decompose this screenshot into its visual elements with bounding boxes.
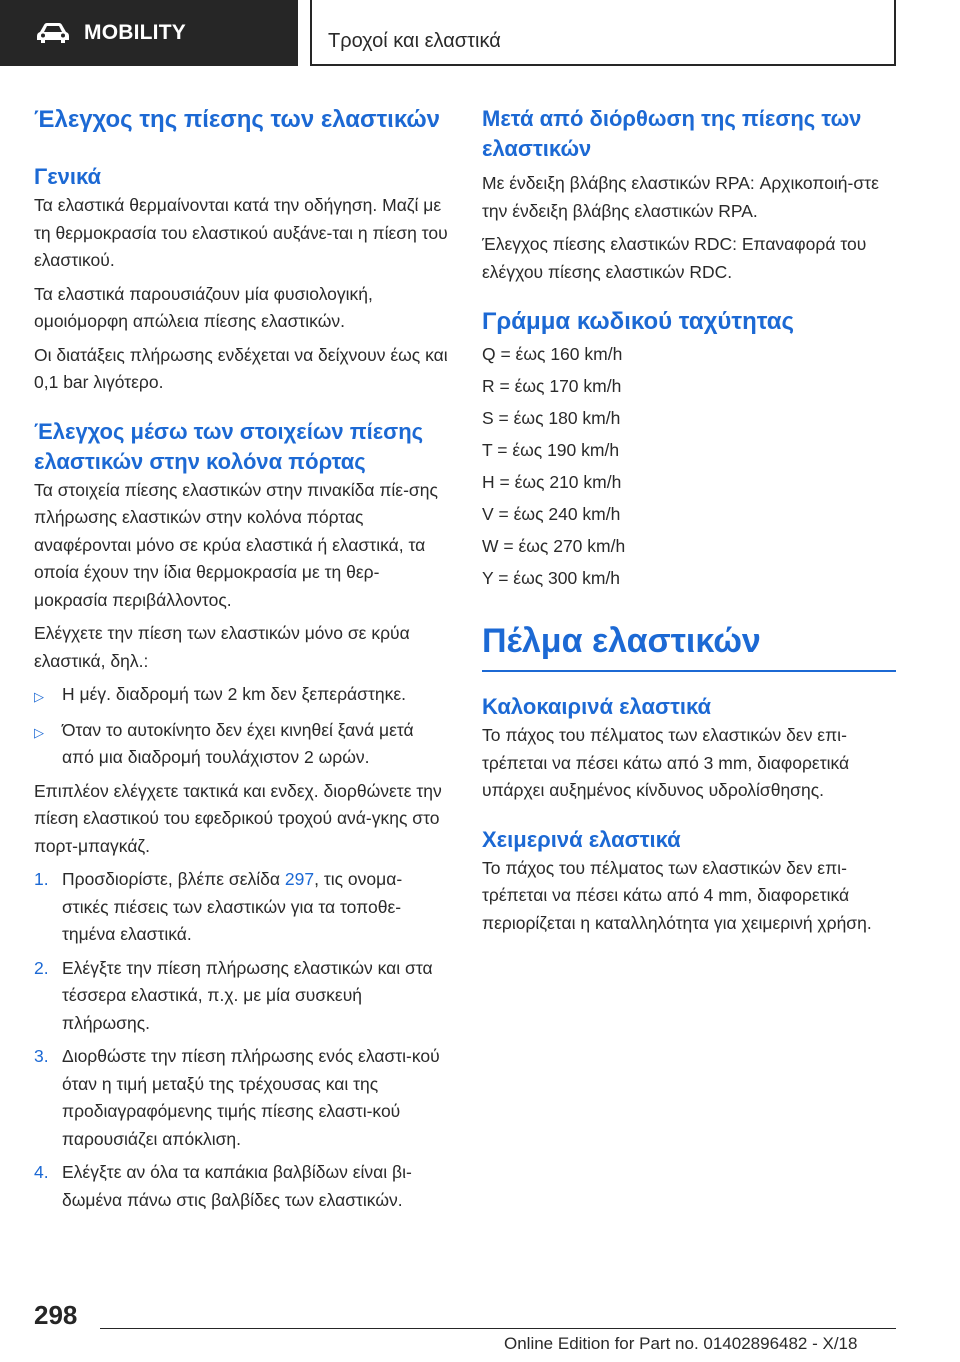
step-item <box>34 1043 448 1153</box>
speed-item: T = έως 190 km/h <box>482 440 620 460</box>
summer-paragraph: Το πάχος του πέλματος των ελαστικών δεν επι-τρέπεται να πέσει κάτω από 3 mm, διαφορετικά υπάρχει αυξημένος κίνδυνος υδρολίσθησης. <box>482 725 850 800</box>
check-paragraph-3: Επιπλέον ελέγχετε τακτικά και ενδεχ. διορθώνετε την πίεση ελαστικού του εφεδρικού τροχού ανά-γκης στο πορτ-μπαγκάζ. <box>34 780 442 856</box>
speed-item: H = έως 210 km/h <box>482 472 622 492</box>
speed-item: Y = έως 300 km/h <box>482 568 621 588</box>
bullet-text: Όταν το αυτοκίνητο δεν έχει κινηθεί ξανά μετά από μια διαδρομή τουλάχιστον 2 ωρών. <box>62 719 414 767</box>
chapter-box <box>310 0 896 66</box>
heading-speed-code: Γράμμα κωδικού ταχύτητας <box>482 308 795 335</box>
section-tab[interactable] <box>0 0 298 66</box>
heading-winter-tyres: Χειμερινά ελαστικά <box>482 826 681 852</box>
check-paragraph-2: Ελέγχετε την πίεση των ελαστικών μόνο σε κρύα ελαστικά, δηλ.: <box>34 623 410 671</box>
heading-door-pillar-check: Έλεγχος μέσω των στοιχείων πίεσης ελαστικών στην κολόνα πόρτας <box>34 418 424 474</box>
heading-summer-tyres: Καλοκαιρινά ελαστικά <box>482 694 712 719</box>
left-column <box>34 104 448 1214</box>
check-paragraph-1: Τα στοιχεία πίεσης ελαστικών στην πινακίδα πίε-σης πλήρωσης ελαστικών στην κολόνα πόρτας αναφέρονται μόνο σε κρύα ελαστικά ή ελαστικά, τα οποία έχουν την ίδια θερμοκρασία με τη θερ-μοκρασία περιβάλλοντος. <box>34 479 438 610</box>
car-icon <box>36 22 70 44</box>
general-paragraph-3: Οι διατάξεις πλήρωσης ενδέχεται να δείχνουν έως και 0,1 bar λιγότερο. <box>34 344 448 392</box>
step-number: 3. <box>34 1046 49 1066</box>
section-title-tread: Πέλμα ελαστικών <box>482 622 761 660</box>
after-paragraph-2: Έλεγχος πίεσης ελαστικών RDC: Επαναφορά του ελέγχου πίεσης ελαστικών RDC. <box>482 234 867 282</box>
right-column <box>482 104 896 937</box>
step-text-post: , τις ονομα-στικές πιέσεις των ελαστικών για τα τοποθε-τημένα ελαστικά. <box>62 869 403 944</box>
speed-item: V = έως 240 km/h <box>482 504 621 524</box>
chapter-label: Τροχοί και ελαστικά <box>328 30 501 52</box>
page-header <box>0 0 960 66</box>
step-item <box>34 1159 448 1214</box>
step-number: 4. <box>34 1162 49 1182</box>
bullet-text: Η μέγ. διαδρομή των 2 km δεν ξεπεράστηκε. <box>62 684 407 704</box>
step-item <box>34 866 448 949</box>
triangle-right-icon: ▷ <box>34 689 44 704</box>
speed-item: Q = έως 160 km/h <box>482 344 623 364</box>
after-paragraph-1: Με ένδειξη βλάβης ελαστικών RPA: Αρχικοποιή-στε την ένδειξη βλάβης ελαστικών RPA. <box>482 173 879 221</box>
step-text-pre: Προσδιορίστε, βλέπε σελίδα <box>62 869 285 889</box>
triangle-right-icon: ▷ <box>34 724 44 740</box>
heading-after-correction: Μετά από διόρθωση της πίεσης των ελαστικών <box>482 106 862 161</box>
speed-item: R = έως 170 km/h <box>482 376 622 396</box>
page-link[interactable]: 297 <box>284 869 315 889</box>
general-paragraph-1: Τα ελαστικά θερμαίνονται κατά την οδήγηση. Μαζί με τη θερμοκρασία του ελαστικού αυξάνε-ται η πίεση του ελαστικού. <box>34 195 448 270</box>
step-text: Ελέγξτε την πίεση πλήρωσης ελαστικών και στα τέσσερα ελαστικά, π.χ. με μία συσκευή πλήρωσης. <box>62 957 433 1033</box>
step-item <box>34 955 448 1038</box>
footer-edition: Online Edition for Part no. 01402896482 - X/18 <box>504 1334 858 1353</box>
page-number: 298 <box>34 1300 78 1330</box>
speed-item: W = έως 270 km/h <box>482 536 626 556</box>
step-number: 1. <box>34 869 49 889</box>
list-item <box>34 681 448 711</box>
footer-divider <box>100 1328 896 1329</box>
section-divider <box>482 670 896 672</box>
step-text: Ελέγξτε αν όλα τα καπάκια βαλβίδων είναι βι-δωμένα πάνω στις βαλβίδες των ελαστικών. <box>62 1162 412 1210</box>
step-text <box>62 866 448 949</box>
list-item <box>34 717 448 772</box>
step-number: 2. <box>34 957 49 978</box>
heading-general: Γενικά <box>34 164 102 189</box>
speed-item: S = έως 180 km/h <box>482 408 621 428</box>
section-title-pressure-check: Έλεγχος της πίεσης των ελαστικών <box>34 106 441 133</box>
step-text: Διορθώστε την πίεση πλήρωσης ενός ελαστι-κού όταν η τιμή μεταξύ της τρέχουσας και της προδιαγραφόμενης τιμής πίεσης ελαστι-κού παρουσιάζει απόκλιση. <box>62 1046 440 1149</box>
section-label: MOBILITY <box>84 21 186 44</box>
speed-list <box>482 338 896 594</box>
general-paragraph-2: Τα ελαστικά παρουσιάζουν μία φυσιολογική, ομοιόμορφη απώλεια πίεσης ελαστικών. <box>34 283 373 331</box>
winter-paragraph: Το πάχος του πέλματος των ελαστικών δεν επι-τρέπεται να πέσει κάτω από 4 mm, διαφορετικά περιορίζεται η καταλληλότητα για χειμερινή χρήση. <box>482 857 872 933</box>
